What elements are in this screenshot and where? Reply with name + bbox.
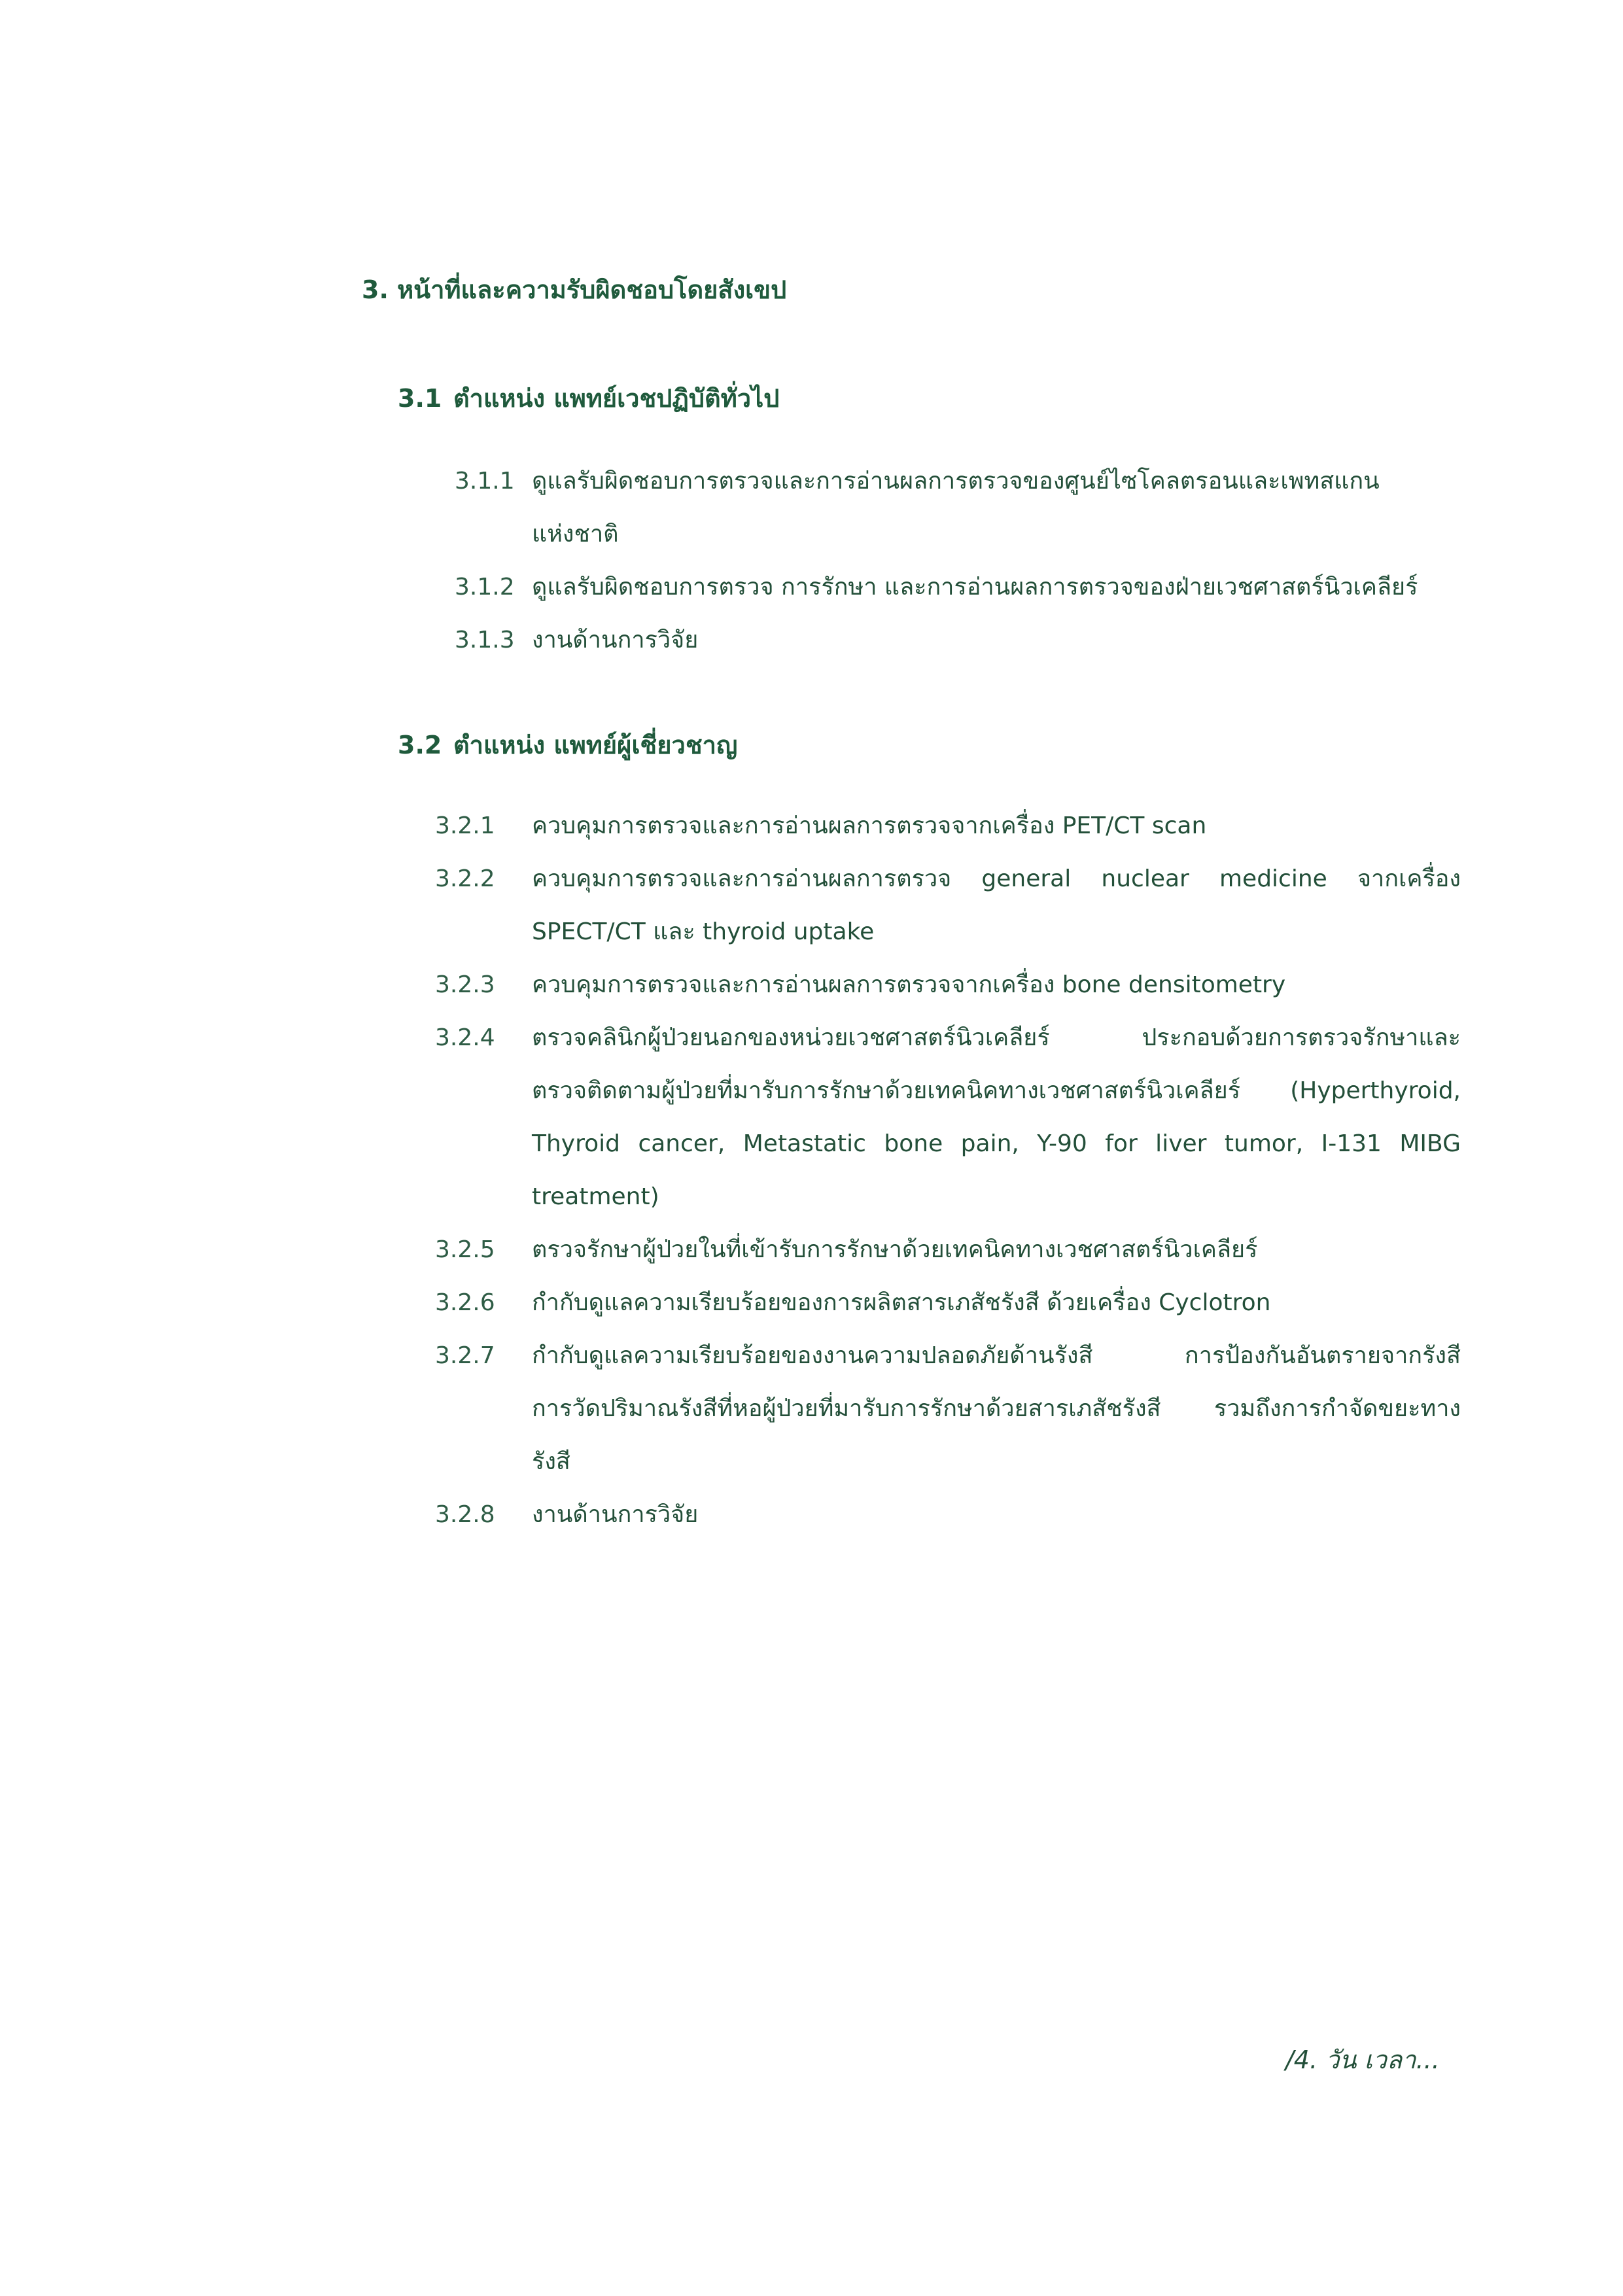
item-number: 3.1.3 <box>455 627 515 653</box>
item-text-line: กำกับดูแลความเรียบร้อยของงานความปลอดภัยด้านรังสี การป้องกันอันตรายจากรังสี <box>532 1342 1461 1369</box>
list-item-3-2-2 <box>435 852 1462 958</box>
item-text-line: รังสี <box>532 1448 570 1475</box>
item-text-line: แห่งชาติ <box>532 521 619 548</box>
section-heading: 3. หน้าที่และความรับผิดชอบโดยสังเขป <box>362 275 787 304</box>
subsection-title: ตำแหน่ง แพทย์เวชปฏิบัติทั่วไป <box>453 384 780 413</box>
subsection-title: ตำแหน่ง แพทย์ผู้เชี่ยวชาญ <box>453 731 738 759</box>
item-number: 3.1.1 <box>455 468 515 495</box>
list-item-3-2-4 <box>435 1011 1462 1223</box>
item-number: 3.1.2 <box>455 574 515 600</box>
subsection-heading-3-2 <box>398 725 737 765</box>
subsection-number: 3.1 <box>398 384 442 413</box>
item-text-line: งานด้านการวิจัย <box>532 1501 699 1528</box>
item-text-line: การวัดปริมาณรังสีที่หอผู้ป่วยที่มารับการรักษาด้วยสารเภสัชรังสี รวมถึงการกำจัดขยะทาง <box>532 1395 1461 1422</box>
list-item-3-2-6 <box>435 1276 1462 1329</box>
item-text-line: SPECT/CT และ thyroid uptake <box>532 918 875 945</box>
item-number: 3.2.3 <box>435 971 495 998</box>
continuation-note: /4. วัน เวลา... <box>1285 2045 1440 2074</box>
item-text-line: ตรวจคลินิกผู้ป่วยนอกของหน่วยเวชศาสตร์นิวเคลียร์ ประกอบด้วยการตรวจรักษาและ <box>532 1024 1461 1051</box>
subsection-heading-3-1 <box>398 378 779 418</box>
item-number: 3.2.2 <box>435 865 495 892</box>
list-item-3-1-1 <box>455 455 1462 561</box>
list-item-3-2-3 <box>435 958 1462 1011</box>
item-text-line: ควบคุมการตรวจและการอ่านผลการตรวจจากเครื่อง PET/CT scan <box>532 812 1207 839</box>
item-text-line: ตรวจรักษาผู้ป่วยในที่เข้ารับการรักษาด้วยเทคนิคทางเวชศาสตร์นิวเคลียร์ <box>532 1236 1258 1263</box>
list-item-3-2-1 <box>435 799 1462 852</box>
list-item-3-2-7 <box>435 1329 1462 1488</box>
item-text-line: ตรวจติดตามผู้ป่วยที่มารับการรักษาด้วยเทคนิคทางเวชศาสตร์นิวเคลียร์ (Hyperthyroid, <box>532 1077 1461 1104</box>
item-number: 3.2.1 <box>435 812 495 839</box>
item-text-line: ควบคุมการตรวจและการอ่านผลการตรวจ general nuclear medicine จากเครื่อง <box>532 865 1461 892</box>
item-text-line: กำกับดูแลความเรียบร้อยของการผลิตสารเภสัชรังสี ด้วยเครื่อง Cyclotron <box>532 1289 1271 1316</box>
item-number: 3.2.4 <box>435 1024 495 1051</box>
subsection-number: 3.2 <box>398 731 442 759</box>
item-text-line: treatment) <box>532 1183 659 1210</box>
item-number: 3.2.6 <box>435 1289 495 1316</box>
list-item-3-2-5 <box>435 1223 1462 1276</box>
item-text-line: ดูแลรับผิดชอบการตรวจ การรักษา และการอ่านผลการตรวจของฝ่ายเวชศาสตร์นิวเคลียร์ <box>532 574 1418 600</box>
item-number: 3.2.7 <box>435 1342 495 1369</box>
item-number: 3.2.8 <box>435 1501 495 1528</box>
list-item-3-2-8 <box>435 1488 1462 1541</box>
item-text-line: งานด้านการวิจัย <box>532 627 699 653</box>
list-item-3-1-2 <box>455 561 1462 614</box>
item-text-line: ดูแลรับผิดชอบการตรวจและการอ่านผลการตรวจของศูนย์ไซโคลตรอนและเพทสแกน <box>532 468 1380 495</box>
item-number: 3.2.5 <box>435 1236 495 1263</box>
item-text-line: ควบคุมการตรวจและการอ่านผลการตรวจจากเครื่อง bone densitometry <box>532 971 1286 998</box>
item-text-line: Thyroid cancer, Metastatic bone pain, Y-90 for liver tumor, I-131 MIBG <box>532 1130 1461 1157</box>
list-item-3-1-3 <box>455 614 1462 667</box>
